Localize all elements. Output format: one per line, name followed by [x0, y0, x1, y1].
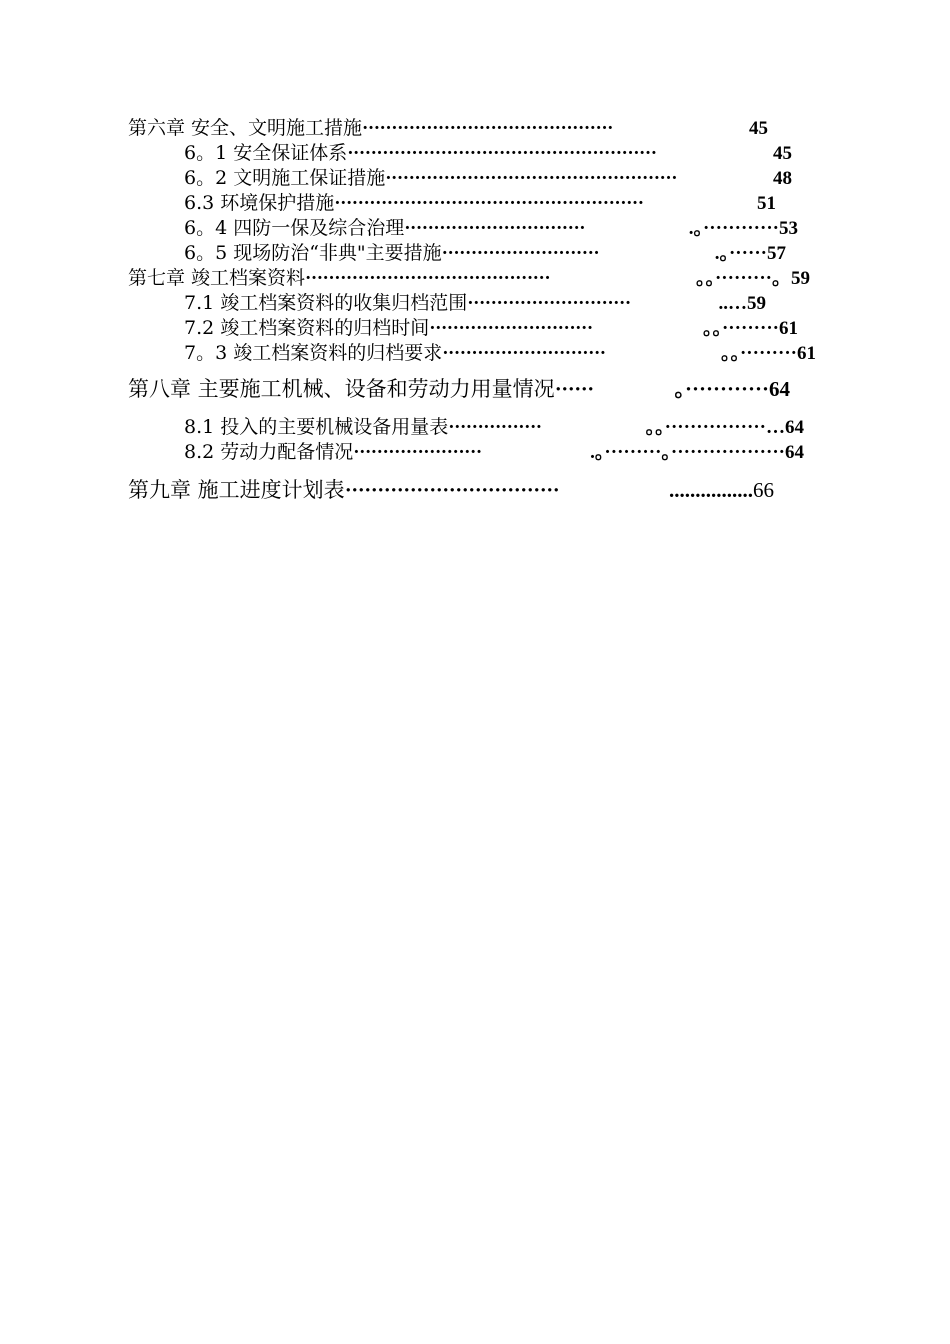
toc-entry-8-1[interactable] [184, 415, 804, 440]
toc-entry-7-1[interactable] [184, 291, 766, 316]
toc-page-number: 64 [769, 377, 790, 401]
toc-entry-6-1[interactable] [184, 141, 792, 166]
toc-leader-tail: ................ [669, 478, 753, 502]
toc-leader-tail: ..… [718, 293, 747, 314]
toc-page-number: 53 [779, 218, 798, 239]
toc-page-number: 64 [785, 442, 804, 463]
toc-entry-chapter-7[interactable] [128, 266, 810, 291]
toc-leader-dots: ··························· [441, 243, 600, 264]
toc-leader-dots: ···························· [467, 293, 631, 314]
toc-entry-title: 第八章 主要施工机械、设备和劳动力用量情况 [128, 377, 555, 401]
toc-entry-title: 6。5 现场防治“非典"主要措施 [184, 242, 442, 264]
toc-entry-title: 8.2 劳动力配备情况 [184, 441, 354, 463]
toc-entry-chapter-8[interactable] [128, 377, 790, 401]
toc-entry-title: 第九章 施工进度计划表 [128, 478, 345, 502]
toc-leader-dots: ·················································· [385, 168, 678, 189]
toc-leader-dots: ····················································· [334, 193, 644, 214]
toc-page-number: 64 [785, 417, 804, 438]
toc-entry-8-2[interactable] [184, 440, 804, 465]
toc-entry-title: 6。2 文明施工保证措施 [184, 167, 386, 189]
toc-leader-dots: ···························· [442, 343, 606, 364]
toc-page-number: 45 [749, 118, 768, 139]
toc-entry-title: 6。4 四防一保及综合治理 [184, 217, 405, 239]
toc-entry-6-3[interactable] [184, 191, 776, 216]
toc-leader-dots: ················ [448, 417, 542, 438]
toc-entry-title: 7.1 竣工档案资料的收集归档范围 [184, 292, 468, 314]
toc-entry-chapter-9[interactable] [128, 478, 774, 502]
toc-entry-7-2[interactable] [184, 316, 798, 341]
toc-page-number: 59 [791, 268, 810, 289]
toc-leader-dots: ···························· [429, 318, 593, 339]
toc-leader-dots: ·········································· [305, 268, 551, 289]
toc-leader-dots: ································· [344, 478, 560, 502]
toc-leader-tail: 。。················… [645, 417, 785, 438]
toc-entry-title: 6。1 安全保证体系 [184, 142, 348, 164]
toc-page-number: 61 [779, 318, 798, 339]
toc-leader-dots: ··········································· [362, 118, 614, 139]
toc-leader-tail: 。。········· [702, 318, 779, 339]
toc-page-number: 61 [797, 343, 816, 364]
toc-entry-title: 8.1 投入的主要机械设备用量表 [184, 416, 449, 438]
toc-leader-dots: ····················································· [347, 143, 657, 164]
toc-leader-tail: 。。·········。 [695, 268, 791, 289]
toc-entry-title: 第七章 竣工档案资料 [128, 267, 306, 289]
toc-leader-tail: .。······ [714, 243, 767, 264]
toc-page-number: 51 [757, 193, 776, 214]
toc-leader-dots: ······ [554, 377, 594, 401]
toc-entry-title: 6.3 环境保护措施 [184, 192, 335, 214]
toc-page-number: 48 [773, 168, 792, 189]
toc-leader-tail: 。。········· [720, 343, 797, 364]
toc-leader-tail: 。············ [674, 377, 769, 401]
toc-entry-6-5[interactable] [184, 241, 786, 266]
toc-page-number: 66 [753, 478, 774, 502]
toc-entry-6-2[interactable] [184, 166, 792, 191]
toc-page-number: 57 [767, 243, 786, 264]
toc-entry-6-4[interactable] [184, 216, 798, 241]
toc-page-number: 45 [773, 143, 792, 164]
toc-leader-dots: ······················ [353, 442, 482, 463]
toc-leader-dots: ······························· [404, 218, 586, 239]
toc-page-number: 59 [747, 293, 766, 314]
toc-entry-7-3[interactable] [184, 341, 816, 366]
toc-entry-title: 7。3 竣工档案资料的归档要求 [184, 342, 443, 364]
toc-entry-title: 第六章 安全、文明施工措施 [128, 117, 363, 139]
toc-leader-tail: .。·········。·················· [590, 442, 785, 463]
toc-entry-title: 7.2 竣工档案资料的归档时间 [184, 317, 430, 339]
toc-entry-chapter-6[interactable] [128, 116, 768, 141]
toc-leader-tail: .。············ [688, 218, 779, 239]
